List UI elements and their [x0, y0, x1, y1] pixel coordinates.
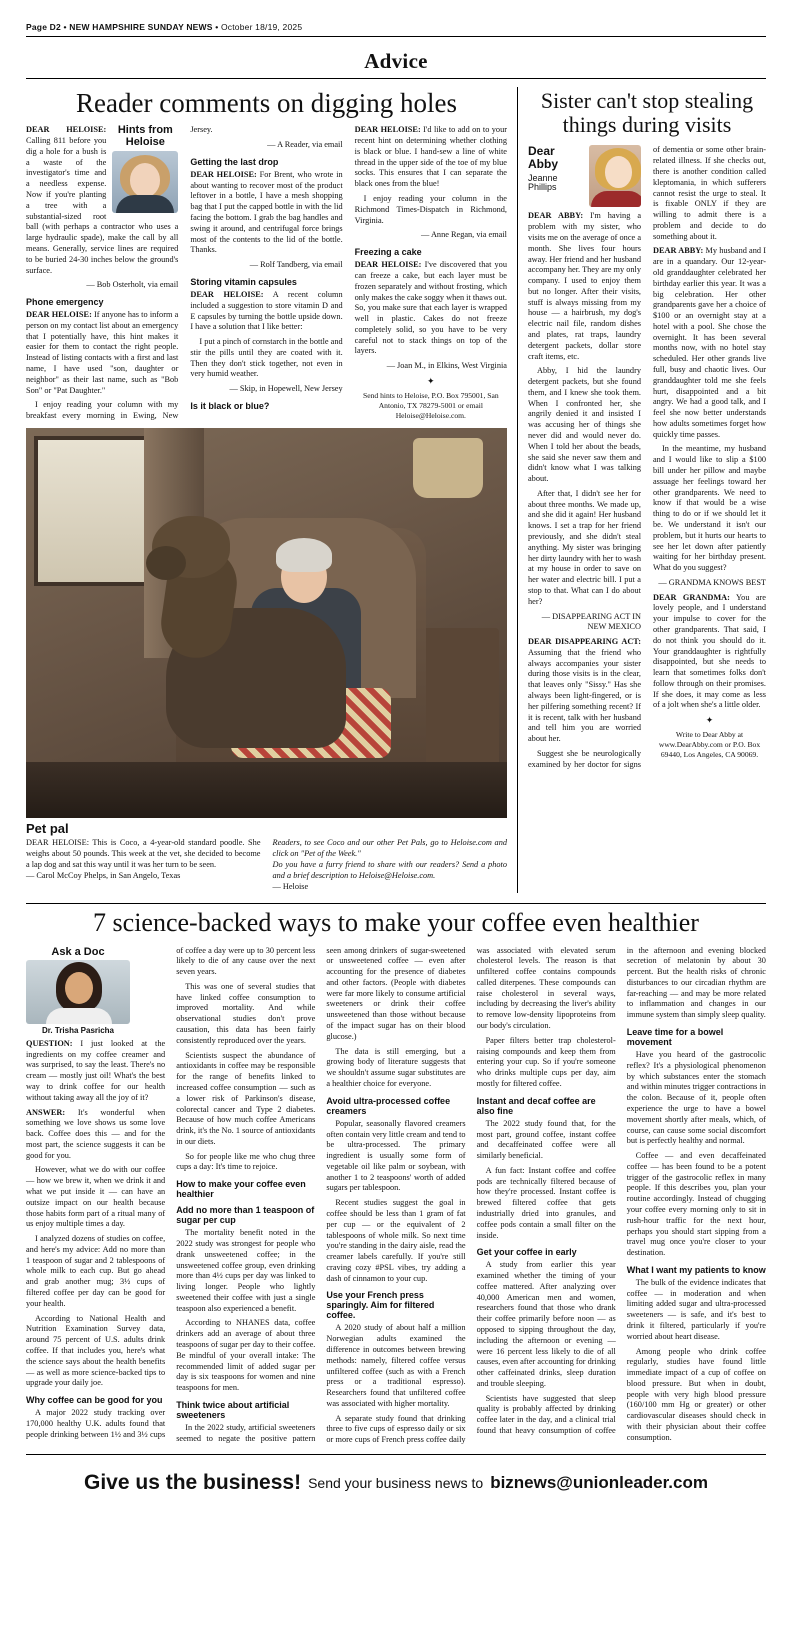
- coffee-rule: [26, 903, 766, 904]
- abby-sig2: — GRANDMA KNOWS BEST: [658, 577, 766, 587]
- heloise-subhead-vitamin: Storing vitamin capsules: [190, 276, 297, 287]
- masthead-rule: [26, 36, 766, 37]
- abby-p3: After that, I didn't see her for about three months. We made up, and she did it again! Her husband knows. I set a trap for her friend previously, and she didn't steal anything. My sister was bringing her dirty laundry with her to wash at my house in order to save on her water and electric bill. I put a stop to that. What can I do about her?: [528, 488, 641, 606]
- publication-name: NEW HAMPSHIRE SUNDAY NEWS: [69, 22, 213, 32]
- heloise-headline: Reader comments on digging holes: [76, 88, 457, 118]
- heloise-p3: I enjoy reading your column with my breakfast every morning in Ewing, New Jersey.: [26, 125, 213, 421]
- heloise-subhead-lastdrop: Getting the last drop: [190, 156, 279, 167]
- business-news-ad[interactable]: [26, 1461, 766, 1505]
- page-label: Page D2: [26, 22, 61, 32]
- heloise-p9: DEAR HELOISE: I've discovered that you can freeze a cake, but each layer must be frozen separately and without frosting, which only makes the cake soggy when it thaws out. So, you make sure that each layer is wrapped well in plastic. Cakes do not freeze completely solid, so you have to be very careful not to stack things on top of the layers.: [354, 260, 507, 356]
- coffee-p19: A study from earlier this year examined whether the timing of your coffee mattered. After analyzing over 40,000 American men and women, researchers found that those who drank their coffee primarily before noon — as opposed to sipping throughout the day, including the afternoon or evening — were 16 percent less likely to die of all causes, even after accounting for drinking other caffeinated drinks, sleep duration and trouble sleeping.: [476, 1260, 616, 1388]
- abby-p7: In the meantime, my husband and I would like to slip a $100 bill under her pillow and maybe assuage her feelings toward her other grandparents. We need to know if that would be a wise thing to do or if we should let it be. We understand it isn't our problem, but it hurts our hearts to see her let down after patiently waiting for her birthday present. What do you suggest?: [653, 444, 766, 573]
- ad-headline: Give us the business!: [84, 1471, 302, 1495]
- coffee-p3: According to National Health and Nutrition Examination Survey data, around 75 percent of U.S. adults drink coffee. If that includes you, here's what the science says about the health benefits — as well as more science-backed tips to upgrade your daily joe.: [26, 1313, 166, 1388]
- coffee-p23: The bulk of the evidence indicates that coffee — in moderation and when limiting added sugar and ultra-processed sweeteners — is safe, and it's best to drink it filtered, particularly if you're worried about heart disease.: [626, 1277, 766, 1341]
- coffee-subhead-healthier: How to make your coffee even healthier: [176, 1179, 306, 1200]
- coffee-subhead-bowel: Leave time for a bowel movement: [626, 1027, 724, 1048]
- dear-abby-badge: [528, 145, 641, 207]
- coffee-p18: A fun fact: Instant coffee and coffee pods are technically filtered because of how they're processed. Instant coffee is brewed filtered coffee that gets industrially dried into granules, and coffee pods contain a small filter on the inside.: [476, 1165, 616, 1240]
- coffee-p13: Recent studies suggest the goal in coffee should be less than 1 gram of fat per cup — or the equivalent of 2 tablespoons of whole milk. So next time you're standing in the dairy aisle, read the creamer labels carefully. If you're still craving cozy #PSL vibes, try adding a dash of cinnamon to your cup.: [326, 1198, 466, 1283]
- ad-email-link[interactable]: biznews@unionleader.com: [490, 1473, 708, 1493]
- heloise-sig3: — Rolf Tandberg, via email: [249, 260, 343, 270]
- heloise-columns: [26, 125, 507, 422]
- hints-badge-label: Hints from Heloise: [117, 124, 173, 148]
- coffee-p5: This was one of several studies that have linked coffee consumption to improved mortality. And while observational studies don't prove causation, this data has been fairly consistently reproduced over the years.: [176, 981, 316, 1045]
- abby-p4: DEAR DISAPPEARING ACT: Assuming that the friend who always accompanies your sister during those visits is in the clear, that leaves only "Sissy." Has she always been light-fingered, or is her pilfering something recent? If it is recent, talk with her husband and tell him you are worried about her.: [528, 637, 641, 744]
- section-rule: [26, 78, 766, 79]
- coffee-p16: Paper filters better trap cholesterol-raising compounds and keep them from entering your cup. So if you're someone who drinks multiple cups per day, aim mostly for filtered coffee.: [476, 1035, 616, 1088]
- heloise-portrait: [112, 151, 178, 213]
- coffee-p8: The mortality benefit noted in the 2022 study was strongest for people who drank unsweetened coffee; in the unsweetened coffee group, even drinking more than 4½ cups per day was linked to living longer. People who lightly sweetened their coffee with just a single teaspoon also experienced a benefit.: [176, 1228, 316, 1313]
- footer-rule: [26, 1454, 766, 1455]
- coffee-p12: Popular, seasonally flavored creamers often contain very little cream and tend to be ultra-processed. The primary ingredient is usually some form of vegetable oil like palm or soybean, with another 1 to 2 teaspoons' worth of added sugars per tablespoon.: [326, 1118, 466, 1193]
- ask-a-doc-badge: [26, 946, 130, 1035]
- masthead-separator-2: •: [215, 22, 221, 32]
- abby-p5: Suggest she be neurologically examined by her doctor for signs of dementia or some other brain-related illness. If she checks out, there is another condition called kleptomania, in which sufferers cannot resist the urge to steal. It is fixable ONLY if they are willing to admit there is a problem and decide to do something about it.: [528, 145, 766, 769]
- pet-pal-caption-sig: — Carol McCoy Phelps, in San Angelo, Texas: [26, 870, 181, 880]
- pet-pal-final-sig: — Heloise: [272, 881, 309, 891]
- abby-p2: Abby, I hid the laundry detergent packets, but she found them, and I knew she took them. When I confronted her, she angrily denied it and insisted I was accusing her of things she never did and would never do. When I told her about the beads, she said she never saw them and didn't know what I was talking about.: [528, 366, 641, 484]
- heloise-p2: DEAR HELOISE: If anyone has to inform a person on my contact list about an emergency that I potentially have, this hint makes it easier for them to contact the right people. Instead of listing contacts with a first and last name, I have used "son, daughter or neighbor" as their last name, such as "Bob Son" or "Pat Daughter.": [26, 310, 179, 395]
- heloise-p8: I enjoy reading your column in the Richmond Times-Dispatch in Richmond, Virginia.: [354, 194, 507, 225]
- coffee-p7: So for people like me who chug three cups a day: It's time to rejoice.: [176, 1151, 316, 1172]
- heloise-subhead-cake: Freezing a cake: [354, 247, 422, 258]
- coffee-p22: Coffee — and even decaffeinated coffee — has been found to be a potent trigger of the gastrocolic reflex in many people. If this describes you, plan your routine accordingly. Instead of chugging your coffee every morning only to sit in rush-hour traffic for the next hour, perhaps you should start sipping from a travel mug once you're closer to your destination.: [626, 1151, 766, 1258]
- coffee-p15: A separate study found that drinking three to five cups of espresso daily or six or more cups of French press coffee daily was associated with elevated serum cholesterol levels. The reason is that unfiltered coffee contains compounds called diterpenes. These compounds can raise cholesterol in several ways, including by decreasing the liver's ability to remove low-density lipoproteins from our body's circulation.: [326, 945, 616, 1445]
- section-title: Advice: [364, 49, 428, 73]
- top-stories-area: [26, 87, 766, 893]
- heloise-p1: DEAR HELOISE: Calling 811 before you dig a hole for a bush is a waste of the investigator's time and a needless expense. Now if you're planting a tree with a substantial-sized root ball (with perhaps a contractor who uses a large hydraulic spade), make the call by all means. Generally, service lines are required to be buried 24-30 inches below the ground's surface.: [26, 125, 179, 275]
- coffee-p2: I analyzed dozens of studies on coffee, and here's my advice: Add no more than 1 teaspoon of sugar and 2 tablespoons of whole milk to each cup. But go ahead and grab another mug; 3½ cups of filtered coffee per day can be good for your health.: [26, 1234, 166, 1308]
- issue-date: October 18/19, 2025: [220, 22, 303, 32]
- coffee-subhead-instant: Instant and decaf coffee are also fine: [476, 1095, 596, 1116]
- abby-badge-label: Dear Abby: [528, 144, 558, 171]
- pet-pal-note-1: Readers, to see Coco and our other Pet Pals, go to Heloise.com and click on "Pet of the Week.": [272, 837, 507, 858]
- dear-abby-story: [518, 87, 766, 893]
- pet-pal-caption: DEAR HELOISE: This is Coco, a 4-year-old standard poodle. She weighs about 50 pounds. This week at the vet, she decided to become a lap dog and sat this way until it was her turn to be seen.: [26, 837, 261, 869]
- coffee-p6: Scientists suspect the abundance of antioxidants in coffee may be responsible for the range of benefits linked to increased coffee consumption — such as a lower risk of Parkinson's disease, colorectal cancer and Type 2 diabetes. Because of how much coffee Americans drink, it's the No. 1 source of antioxidants in our diets.: [176, 1050, 316, 1146]
- ad-subtext: Send your business news to: [308, 1475, 484, 1492]
- abby-footer: Write to Dear Abby at www.DearAbby.com or P.O. Box 69440, Los Angeles, CA 90069.: [658, 730, 761, 759]
- heloise-subhead-phone: Phone emergency: [26, 297, 104, 308]
- heloise-sig1: — Bob Osterholt, via email: [86, 280, 179, 290]
- coffee-p14: A 2020 study of about half a million Norwegian adults examined the difference in outcomes between brewing methods: namely, filtered coffee versus unfiltered coffee (such as with a French press or a traditional espresso). Researchers found that unfiltered coffee was associated with higher mortality.: [326, 1323, 466, 1408]
- coffee-p10: In the 2022 study, artificial sweeteners seemed to negate the positive pattern seen among drinkers of sugar-sweetened or unsweetened coffee — even after accounting for the presence of diabetes and other factors. (People with diabetes were far more likely to consume artificial sweeteners or drink their coffee unsweetened than those without because of the impact sugar has on their blood glucose.): [176, 945, 466, 1443]
- doctor-portrait: [26, 960, 130, 1024]
- coffee-subhead-sweeteners: Think twice about artificial sweeteners: [176, 1399, 290, 1420]
- abby-badge-sub: Jeanne Phillips: [528, 172, 558, 192]
- masthead: [26, 22, 766, 36]
- coffee-p20: Scientists have suggested that sleep quality is probably affected by drinking coffee later in the day, and a clinical trial found that heavy consumption of coffee in the afternoon and evening blocked secretion of melatonin by about 30 percent. But the health risks of chronic disturbances to our circadian rhythm are far-reaching — and may be more related to inflammation and changes in our immune system than simply sleep quality.: [476, 945, 766, 1436]
- abby-p1: DEAR ABBY: I'm having a problem with my sister, who visits me on the average of once a month. She lives four hours away. Her friend and her husband accompany her. They are my only company. I used to enjoy them but no longer. After their visits, stuff is always missing from my house — a hairbrush, my dog's electric nail file, random dishes and plates, rat traps, laundry detergent packets, dollar store craft items, etc.: [528, 211, 641, 361]
- heloise-sig6: — Joan M., in Elkins, West Virginia: [386, 361, 507, 371]
- pet-pal-photo-block: [26, 428, 507, 893]
- coffee-p17: The 2022 study found that, for the most part, ground coffee, instant coffee and decaffeinated coffee were all similarly beneficial.: [476, 1118, 616, 1161]
- coffee-question: QUESTION: I just looked at the ingredients on my coffee creamer and was surprised, to say the least. There's no cream — mostly just oil! What's the best way to drink coffee for our health without taking away all the joy of it?: [26, 1038, 166, 1102]
- coffee-p4: A major 2022 study tracking over 170,000 healthy U.K. adults found that people drinking between 1½ and 3½ cups of coffee a day were up to 30 percent less likely to die of any cause over the next seven years.: [26, 945, 316, 1439]
- coffee-subhead-creamers: Avoid ultra-processed coffee creamers: [326, 1095, 451, 1116]
- abby-p6: DEAR ABBY: My husband and I are in a quandary. Our 12-year-old granddaughter celebrated her birthday earlier this year. It was a big celebration. Her other grandparents gave her a choice of $100 or an overnight stay at a hotel with a pool. She chose the overnight. It has been several months now, with no hotel stay scheduled. Her other grands live full, busy and chaotic lives. Our granddaughter told me she feels hurt, disappointed and a bit angry. We had a good talk, and I feel she now better understands how adults sometimes forget how quickly time passes.: [653, 246, 766, 439]
- coffee-p21: Have you heard of the gastrocolic reflex? It's a physiological phenomenon by which substances enter the stomach and within minutes trigger contractions in the colon. Because of it, people often experience the urge to have a bowel movement shortly after meals, which, of course, can cause some social discomfort but is perfectly healthy and normal.: [626, 1050, 766, 1146]
- abby-dingbat: ✦: [705, 715, 714, 726]
- coffee-headline: 7 science-backed ways to make your coffee even healthier: [93, 907, 699, 937]
- masthead-separator: •: [63, 22, 70, 32]
- coffee-p24: Among people who drink coffee regularly, studies have found little immediate impact of a cup of coffee on blood pressure. But when in doubt, people with very high blood pressure (160/100 mm Hg or greater) or other cardiovascular diseases should check in with their physician about their coffee consumption.: [626, 1346, 766, 1442]
- heloise-subhead-black: Is it black or blue?: [190, 400, 270, 411]
- hints-from-heloise-badge: [112, 125, 178, 213]
- coffee-subhead-patients: What I want my patients to know: [626, 1264, 766, 1275]
- abby-headline: Sister can't stop stealing things during visits: [540, 88, 754, 138]
- coffee-p1: However, what we do with our coffee — how we brew it, when we drink it and what we put inside it — can have an outsize impact on our health because those habits form part of a ritual many of us enjoy multiple times a day.: [26, 1165, 166, 1229]
- pet-pal-caption-columns: [26, 838, 507, 893]
- heloise-sig5: — Anne Regan, via email: [421, 230, 507, 240]
- heloise-sig4: — Skip, in Hopewell, New Jersey: [229, 384, 343, 394]
- doctor-name: Dr. Trisha Pasricha: [41, 1025, 115, 1035]
- ask-a-doc-label: Ask a Doc: [51, 945, 105, 958]
- heloise-p4: DEAR HELOISE: For Brent, who wrote in about wanting to recover most of the product leftover in a bottle, I have a mesh shopping bag that I put the capped bottle in with the lid facing the bottom. I grab the bag handles and swing it around, and centrifugal force brings most of the contents to the lid of the bottle. Thanks.: [190, 169, 343, 255]
- coffee-p11: The data is still emerging, but a growing body of literature suggests that we shouldn't assume sugar substitutes are a healthier choice for everyone.: [326, 1046, 466, 1088]
- pet-pal-label: Pet pal: [26, 820, 69, 836]
- coffee-subhead-good: Why coffee can be good for you: [26, 1395, 163, 1406]
- heloise-sig2: — A Reader, via email: [267, 140, 343, 150]
- heloise-dingbat: ✦: [427, 375, 435, 386]
- coffee-answer: ANSWER: It's wonderful when something we love shows us some love back. Coffee does this — and for the most part, the science suggests it can be good for you.: [26, 1107, 166, 1160]
- heloise-story: [26, 87, 518, 893]
- coffee-subhead-early: Get your coffee in early: [476, 1247, 577, 1258]
- heloise-p6: I put a pinch of cornstarch in the bottle and stir the pills until they are coated with it. Then they don't stick together, not even in very humid weather.: [190, 337, 343, 379]
- abby-columns: [528, 145, 766, 770]
- coffee-p9: According to NHANES data, coffee drinkers add an average of about three teaspoons of sugar per day to their coffee. Be mindful of your overall intake: The recommended limit of added sugar per day is six teaspoons for women and nine teaspoons for men.: [176, 1318, 316, 1393]
- abby-sig1: — DISAPPEARING ACT IN NEW MEXICO: [541, 611, 641, 632]
- heloise-send-hints: Send hints to Heloise, P.O. Box 795001, San Antonio, TX 78279-5001 or email Heloise@Heloise.com.: [363, 390, 499, 420]
- heloise-p7: DEAR HELOISE: I'd like to add on to your recent hint on determining whether clothing is black or blue. I hand-sew a line of white thread in the upper side of the toe of my blue socks. This ensures that I can separate the black ones from the blue!: [354, 125, 507, 189]
- abby-portrait: [589, 145, 641, 207]
- pet-pal-photo: [26, 428, 507, 818]
- coffee-subhead-french-press: Use your French press sparingly. Aim for filtered coffee.: [326, 1290, 435, 1321]
- heloise-p5: DEAR HELOISE: A recent column included a suggestion to store vitamin D and E capsules by turning the bottle upside down. I have a solution that I like better:: [190, 289, 343, 332]
- abby-p8: DEAR GRANDMA: You are lovely people, and I understand your impulse to cover for the other grandparents. That said, I do not think you should do it. Your granddaughter is rightfully disappointed, but she needs to learn that sometimes folks don't follow through on their promises. If she does, it may come as less of a jolt when she's a little older.: [653, 592, 766, 710]
- coffee-columns: [26, 946, 766, 1446]
- coffee-subhead-sugar: Add no more than 1 teaspoon of sugar per cup: [176, 1205, 315, 1226]
- pet-pal-note-2: Do you have a furry friend to share with our readers? Send a photo and a brief description to Heloise@Heloise.com.: [272, 859, 507, 880]
